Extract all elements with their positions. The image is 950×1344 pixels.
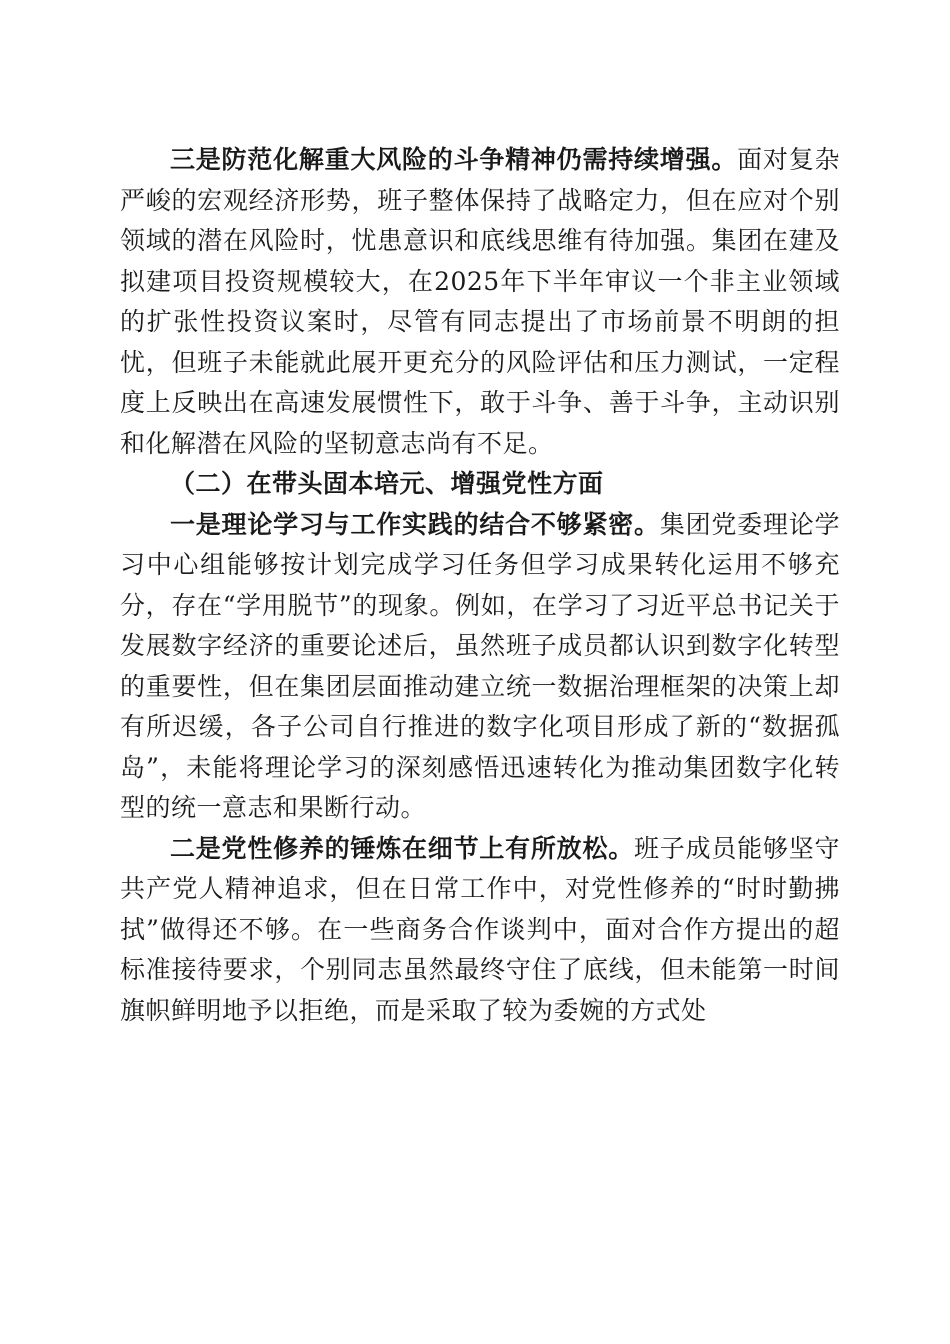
paragraph-party-spirit (120, 829, 840, 1032)
paragraph-risk-prevention (120, 140, 840, 464)
paragraph-lead: 一是理论学习与工作实践的结合不够紧密。 (170, 509, 660, 539)
document-page (120, 140, 840, 1031)
paragraph-body: 集团党委理论学习中心组能够按计划完成学习任务但学习成果转化运用不够充分，存在“学用脱节”的现象。例如，在学习了习近平总书记关于发展数字经济的重要论述后，虽然班子成员都认识到数字化转型的重要性，但在集团层面推动建立统一数据治理框架的决策上却有所迟缓，各子公司自行推进的数字化项目形成了新的“数据孤岛”，未能将理论学习的深刻感悟迅速转化为推动集团数字化转型的统一意志和果断行动。 (120, 509, 840, 822)
paragraph-theory-practice (120, 505, 840, 829)
section-heading: （二）在带头固本培元、增强党性方面 (170, 469, 604, 498)
paragraph-body: 面对复杂严峻的宏观经济形势，班子整体保持了战略定力，但在应对个别领域的潜在风险时，忧患意识和底线思维有待加强。集团在建及拟建项目投资规模较大，在2025年下半年审议一个非主业领域的扩张性投资议案时，尽管有同志提出了市场前景不明朗的担忧，但班子未能就此展开更充分的风险评估和压力测试，一定程度上反映出在高速发展惯性下，敢于斗争、善于斗争，主动识别和化解潜在风险的坚韧意志尚有不足。 (120, 145, 840, 458)
paragraph-lead: 三是防范化解重大风险的斗争精神仍需持续增强。 (170, 145, 738, 174)
paragraph-lead: 二是党性修养的锤炼在细节上有所放松。 (170, 833, 635, 863)
paragraph-body: 班子成员能够坚守共产党人精神追求，但在日常工作中，对党性修养的“时时勤拂拭”做得还不够。在一些商务合作谈判中，面对合作方提出的超标准接待要求，个别同志虽然最终守住了底线，但未能第一时间旗帜鲜明地予以拒绝，而是采取了较为委婉的方式处 (120, 833, 840, 1025)
